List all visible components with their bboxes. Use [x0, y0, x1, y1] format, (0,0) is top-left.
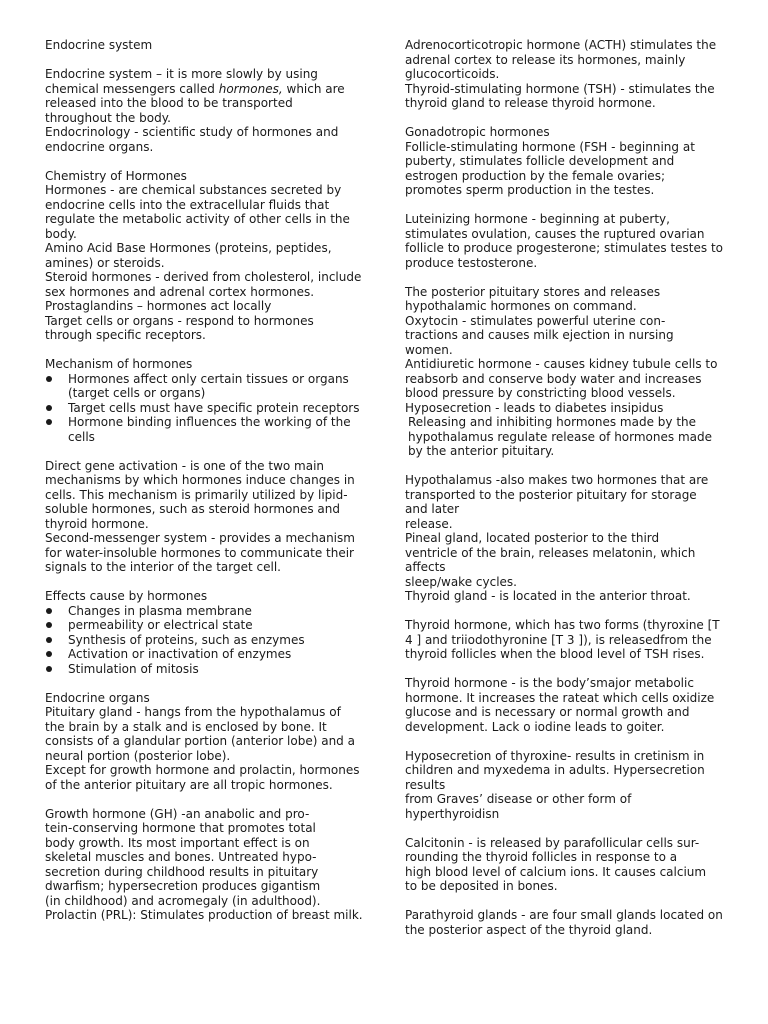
term-target-cells: Target cells or organs [45, 313, 174, 328]
bullet-icon [46, 666, 52, 672]
paragraph-pineal: Pineal gland, located posterior to the third ventricle of the brain, releases melatonin, which affects sleep/wake cycles. [405, 531, 696, 589]
term-second-messenger: Second-messenger system [45, 531, 208, 545]
paragraph-fsh: Follicle-stimulating hormone (FSH - beginning at puberty, stimulates follicle development and estrogen production by the female ovaries; promotes sperm production in the testes. [405, 139, 695, 197]
list-item: Target cells must have specific protein receptors [45, 401, 363, 416]
paragraph-acth: Adrenocorticotropic hormone (ACTH) stimulates the adrenal cortex to release its hormones, mainly glucocorticoids. [405, 38, 717, 81]
paragraph-prostaglandins: Prostaglandins – hormones act locally [45, 299, 272, 313]
bullet-icon [46, 637, 52, 643]
term-calcitonin: Calcitonin [405, 835, 465, 850]
term-fsh: Follicle-stimulating hormone (FSH [405, 139, 608, 154]
bullet-icon [46, 622, 52, 628]
heading-mechanism: Mechanism of hormones [45, 357, 193, 371]
paragraph-growth-hormone: Growth hormone (GH) -an anabolic and pro- tein-conserving hormone that promotes total body growth. Its most important effect is on skeletal muscles and bones. Untreated hypo- secretion during childhood results in pituitary dwarfism; hypersecretion produces gigantism (in childhood) and acromegaly (in adulthood). [45, 806, 321, 908]
term-pineal: Pineal gland [405, 531, 479, 545]
term-oxytocin: Oxytocin [405, 313, 459, 328]
term-amino-acid: Amino Acid Base Hormones [45, 241, 211, 255]
list-item: permeability or electrical state [45, 618, 363, 633]
bullet-icon [46, 405, 52, 411]
paragraph-hormones: Hormones - are chemical substances secreted by endocrine cells into the extracellular fluids that regulate the metabolic activity of other cells in the body. [45, 183, 350, 241]
term-lh: Luteinizing hormone [405, 212, 528, 226]
term-endocrinology: Endocrinology [45, 125, 131, 139]
paragraph-endocrine-system: Endocrine system – it is more slowly by using chemical messengers called hormones, which are released into the blood to be transported throughout the body. [45, 67, 345, 125]
paragraph-parathyroid: Parathyroid glands - are four small glands located on the posterior aspect of the thyroid gland. [405, 908, 723, 937]
term-hormones: Hormones [45, 183, 107, 197]
term-thyroid-gland: Thyroid gland [405, 589, 488, 603]
paragraph-hyposecretion-thyroxine: Hyposecretion of thyroxine- results in cretinism in children and myxedema in adults. Hypersecretion results from Graves’ disease or other form of hyperthyroidisn [405, 748, 705, 821]
paragraph-thyroid-hormone: Thyroid hormone - is the body’smajor metabolic hormone. It increases the rateat which cells oxidize glucose and is necessary or normal growth and development. Lack o iodine leads to goiter. [405, 676, 715, 734]
term-parathyroid: Parathyroid glands [405, 908, 518, 922]
paragraph-hypothalamus: Hypothalamus -also makes two hormones that are transported to the posterior pituitary for storage and later release. [405, 473, 709, 531]
paragraph-amino-acid: Amino Acid Base Hormones (proteins, peptides, amines) or steroids. [45, 241, 332, 270]
list-item: Activation or inactivation of enzymes [45, 647, 363, 662]
bullet-icon [46, 376, 52, 382]
left-column [45, 38, 363, 923]
paragraph-second-messenger: Second-messenger system - provides a mechanism for water-insoluble hormones to communicate their signals to the interior of the target cell. [45, 531, 355, 574]
paragraph-hyposecretion: Hyposecretion - leads to diabetes insipidus [405, 400, 664, 415]
term-hyposecretion-thyroxine: Hyposecretion of thyroxine [405, 748, 568, 763]
paragraph-target-cells: Target cells or organs - respond to hormones through specific receptors. [45, 313, 314, 342]
heading-effects: Effects cause by hormones [45, 589, 208, 603]
page-title: Endocrine system [45, 38, 153, 52]
term-hyposecretion: Hyposecretion [405, 400, 492, 415]
term-adh: Antidiuretic hormone [405, 357, 532, 371]
paragraph-adh: Antidiuretic hormone - causes kidney tubule cells to reabsorb and conserve body water and increases blood pressure by constricting blood vessels. [405, 357, 718, 400]
term-direct-gene: Direct gene activation [45, 458, 178, 473]
heading-gonadotropic: Gonadotropic hormones [405, 125, 550, 139]
term-steroid: Steroid hormones [45, 270, 152, 284]
term-growth-hormone: Growth hormone (GH) [45, 806, 178, 821]
paragraph-direct-gene: Direct gene activation - is one of the two main mechanisms by which hormones induce changes in cells. This mechanism is primarily utilized by lipid-soluble hormones, such as steroid hormones and thyroid hormone. [45, 458, 355, 531]
term-pituitary: Pituitary gland [45, 705, 133, 719]
paragraph-thyroid-gland: Thyroid gland - is located in the anterior throat. [405, 589, 691, 603]
term-thyroid-hormone: Thyroid hormone [405, 676, 508, 690]
emphasis-hormones: hormones, [218, 81, 283, 96]
paragraph-pituitary: Pituitary gland - hangs from the hypothalamus of the brain by a stalk and is enclosed by bone. It consists of a glandular portion (anterior lobe) and a neural portion (posterior lobe). [45, 705, 355, 763]
effects-list [45, 604, 363, 677]
bullet-icon [46, 608, 52, 614]
paragraph-thyroid-forms: Thyroid hormone, which has two forms (thyroxine [T 4 ] and triiodothyronine [T 3 ]), is releasedfrom the thyroid follicles when the blood level of TSH rises. [405, 618, 720, 661]
heading-chemistry-of-hormones: Chemistry of Hormones [45, 168, 187, 183]
heading-endocrine-organs: Endocrine organs [45, 690, 150, 705]
list-item: Stimulation of mitosis [45, 662, 363, 677]
bullet-icon [46, 651, 52, 657]
term-hypothalamus: Hypothalamus [405, 473, 492, 487]
paragraph-prolactin: Prolactin (PRL): Stimulates production of breast milk. [45, 908, 363, 922]
paragraph-steroid: Steroid hormones - derived from cholesterol, include sex hormones and adrenal cortex hormones. [45, 270, 362, 299]
right-column [405, 38, 723, 937]
list-item: Hormones affect only certain tissues or organs (target cells or organs) [45, 372, 363, 401]
list-item: Synthesis of proteins, such as enzymes [45, 633, 363, 648]
paragraph-except: Except for growth hormone and prolactin, hormones of the anterior pituitary are all tropic hormones. [45, 763, 360, 792]
paragraph-releasing: Releasing and inhibiting hormones made by the hypothalamus regulate release of hormones made by the anterior pituitary. [408, 415, 712, 458]
paragraph-lh: Luteinizing hormone - beginning at puberty, stimulates ovulation, causes the ruptured ovarian follicle to produce progesterone; stimulates testes to produce testosterone. [405, 212, 723, 270]
list-item: Changes in plasma membrane [45, 604, 363, 619]
term-prolactin: Prolactin (PRL): [45, 908, 137, 922]
term-endocrine-system: Endocrine system [45, 67, 153, 81]
list-item: Hormone binding influences the working of the cells [45, 415, 363, 444]
term-tsh: Thyroid-stimulating hormone [405, 81, 580, 96]
mechanism-list [45, 372, 363, 445]
paragraph-calcitonin: Calcitonin - is released by parafollicular cells sur- rounding the thyroid follicles in response to a high blood level of calcium ions. It causes calcium to be deposited in bones. [405, 835, 707, 893]
paragraph-endocrinology: Endocrinology - scientific study of hormones and endocrine organs. [45, 125, 339, 154]
paragraph-tsh: Thyroid-stimulating hormone (TSH) - stimulates the thyroid gland to release thyroid hormone. [405, 81, 715, 110]
paragraph-oxytocin: Oxytocin - stimulates powerful uterine con- tractions and causes milk ejection in nursing women. [405, 313, 674, 357]
bullet-icon [46, 419, 52, 425]
paragraph-posterior-pituitary: The posterior pituitary stores and releases hypothalamic hormones on command. [405, 284, 661, 313]
term-prostaglandins: Prostaglandins [45, 299, 134, 313]
term-acth: Adrenocorticotropic hormone (ACTH) [405, 38, 627, 52]
